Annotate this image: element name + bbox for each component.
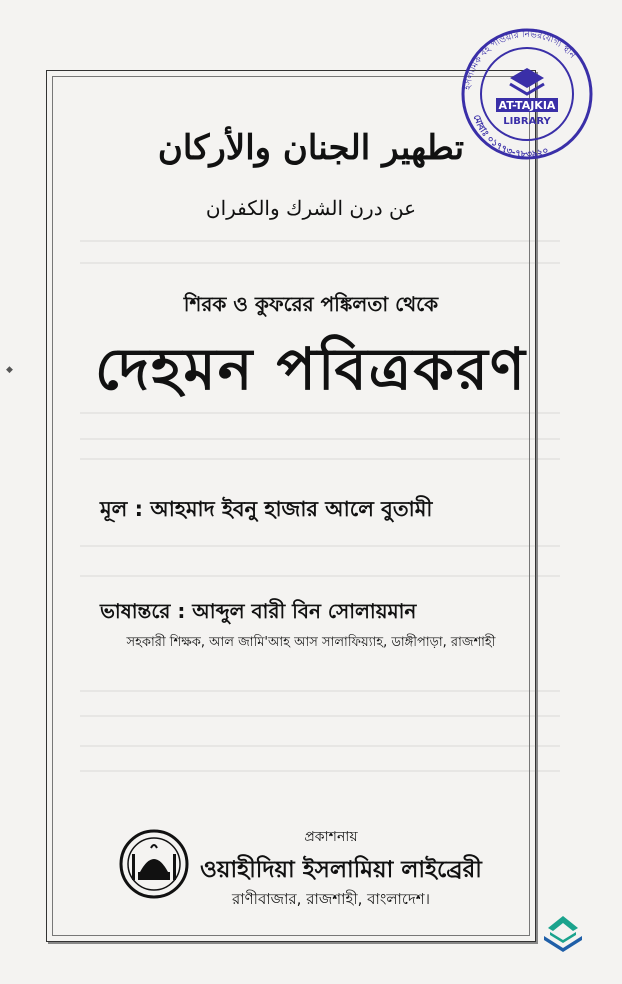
bleed-line [80,545,560,547]
translator-description: সহকারী শিক্ষক, আল জামি'আহ আস সালাফিয়্যাহ, ডাঙ্গীপাড়া, রাজশাহী [126,635,496,650]
margin-mark: ◆ [6,365,13,375]
author-line: মূল : আহমাদ ইবনু হাজার আলে বুতামী [100,497,433,521]
bleed-line [80,745,560,747]
bleed-line [80,438,560,440]
chevron-layers-icon [540,914,586,954]
bengali-subtitle: শিরক ও কুফরের পঙ্কিলতা থেকে [183,292,439,316]
stamp-line2: LIBRARY [503,116,551,127]
stamp-phone: মোবাঃ ০১৭৭৩-৭৮৩৯২০ [470,113,551,160]
publisher-address: রাণীবাজার, রাজশাহী, বাংলাদেশ। [232,890,430,908]
publisher-name: ওয়াহীদিয়া ইসলামিয়া লাইব্রেরী [200,857,482,883]
stamp-arc-text: ইসলামিক বই পাওয়ার নির্ভরযোগ্য স্থান [463,29,578,91]
arabic-title: تطهير الجنان والأركان [157,128,465,168]
corner-logo [540,914,586,958]
bleed-line [80,770,560,772]
arabic-subtitle: عن درن الشرك والكفران [205,196,417,220]
bleed-line [80,240,560,242]
bleed-line [80,715,560,717]
bleed-line [80,458,560,460]
bengali-title: দেহমন পবিত্রকরণ [95,335,527,403]
bleed-line [80,690,560,692]
bleed-line [80,575,560,577]
publish-label: প্রকাশনায় [304,829,358,845]
translator-line: ভাষান্তরে : আব্দুল বারী বিন সোলায়মান [100,599,417,623]
stamp-name: AT-TAJKIA [498,99,556,112]
bleed-line [80,262,560,264]
